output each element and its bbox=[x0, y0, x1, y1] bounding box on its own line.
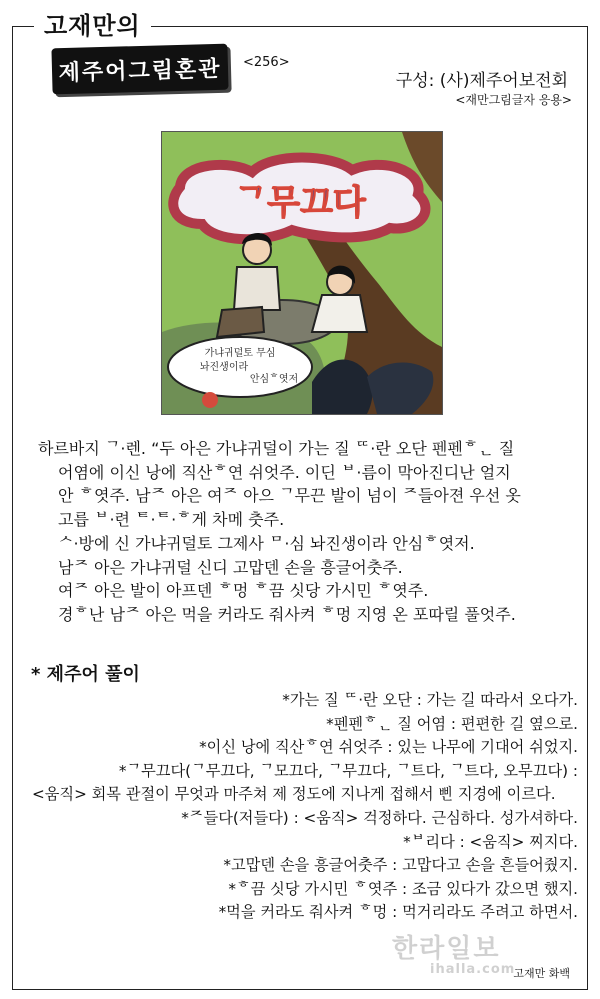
gloss-heading: * 제주어 풀이 bbox=[31, 664, 140, 685]
gloss-item: *가는 질 ᄄ·란 오단 : 가는 길 따라서 오다가. bbox=[282, 691, 578, 709]
series-title: 고재만의 bbox=[34, 6, 151, 41]
gloss-item: *ᄒ끔 싯당 가시민 ᄒ엿주 : 조금 있다가 갔으면 했지. bbox=[228, 879, 578, 898]
credit-line: 구성: (사)제주어보전회 bbox=[395, 71, 568, 91]
crab-shape bbox=[202, 392, 218, 408]
story-line: 안 ᄒ엿주. 남ᄌ 아은 여ᄌ 아으 ᄀ무끈 발이 넘이 ᄌ들아젼 우선 옷 bbox=[58, 486, 521, 506]
gloss-list bbox=[18, 689, 578, 925]
story-line: 하르바지 ᄀ·렌. “두 아은 가냐귀덜이 가는 질 ᄄ·란 오단 펜펜ᄒᆫ 질 bbox=[38, 439, 515, 458]
gloss-item: *고맙덴 손을 흥글어춧주 : 고맙다고 손을 흔들어줬지. bbox=[223, 856, 578, 875]
gloss-item: *ᄌ들다(저들다) : <움직> 걱정하다. 근심하다. 성가셔하다. bbox=[181, 808, 578, 827]
artist-credit: 고재만 화백 bbox=[513, 967, 570, 980]
series-logo: 제주어그림혼관 bbox=[51, 44, 228, 95]
cartoon-illustration bbox=[161, 131, 443, 415]
credit-subline: <재만그림글자 응용> bbox=[455, 93, 572, 107]
story-text bbox=[38, 437, 578, 627]
gloss-item: *먹을 커라도 줘사켜 ᄒ멍 : 먹거리라도 주려고 하면서. bbox=[218, 903, 578, 922]
story-line: 경ᄒ난 남ᄌ 아은 먹을 커라도 줘사켜 ᄒ멍 지영 온 포따릴 풀엇주. bbox=[58, 604, 516, 624]
gloss-item: <움직> 회목 관절이 무엇과 마주쳐 제 정도에 지나게 접해서 삔 지경에 이르다. bbox=[32, 785, 556, 804]
story-line: 고릅 ᄇ·련 ᄐ·ᄐ·ᄒ게 차메 춧주. bbox=[58, 510, 285, 530]
cartoon-drawing bbox=[162, 132, 442, 414]
story-line: 남ᄌ 아은 가냐귀덜 신디 고맙덴 손을 흥글어춧주. bbox=[58, 557, 403, 577]
gloss-item: *ᄀ무끄다(ᄀ무끄다, ᄀ모끄다, ᄀ무끄다, ᄀ트다, ᄀ트다, 오무끄다) : bbox=[118, 761, 578, 780]
newspaper-watermark: 한라일보 bbox=[392, 934, 501, 964]
gloss-item: *이신 낭에 직산ᄒ연 쉬엇주 : 있는 나무에 기대어 쉬었지. bbox=[199, 738, 578, 757]
gloss-item: *ᄇ리다 : <움직> 찌지다. bbox=[403, 832, 578, 851]
speech-line-2: 놔진생이라 bbox=[199, 362, 249, 373]
illustration-title: ᄀ무끄다 bbox=[234, 183, 366, 223]
story-line: 어염에 이신 낭에 직산ᄒ연 쉬엇주. 이딘 ᄇ·름이 막아진디난 얼지 bbox=[58, 462, 511, 482]
issue-number: <256> bbox=[243, 55, 290, 70]
story-line: 여ᄌ 아은 발이 아프덴 ᄒ멍 ᄒ끔 싯당 가시민 ᄒ엿주. bbox=[58, 581, 429, 601]
gloss-item: *펜펜ᄒᆫ 질 어염 : 편편한 길 옆으로. bbox=[326, 714, 578, 733]
speech-line-1: 가냐귀덜토 무심 bbox=[204, 348, 276, 359]
story-line: ᄉ·방에 신 가냐귀덜토 그제사 ᄆ·심 놔진생이라 안심ᄒ엿저. bbox=[58, 533, 475, 553]
watermark-url: ihalla.com bbox=[430, 962, 516, 977]
speech-line-3: 안심ᄒ엿저 bbox=[249, 374, 299, 385]
